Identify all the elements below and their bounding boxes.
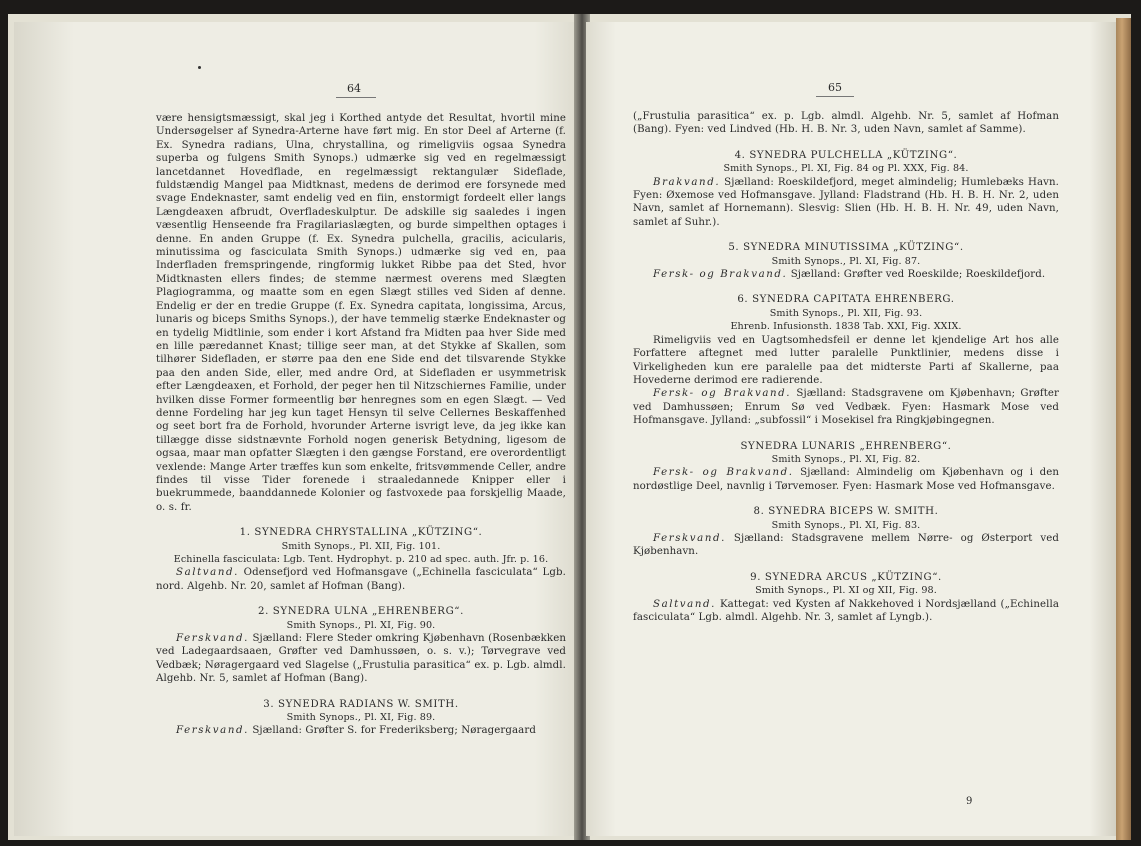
signature-mark: 9 <box>966 796 973 807</box>
book-spread <box>8 14 1131 840</box>
species-title: 5. SYNEDRA MINUTISSIMA „KÜTZING“. <box>728 242 964 254</box>
locality-text: Odensefjord ved Hofmansgave („Echinella fasciculata“ Lgb. nord. Algehb. Nr. 20, samlet af Hofman (Bang). <box>156 567 566 592</box>
species-ref: Smith Synops., Pl. XI, Fig. 90. <box>286 619 436 631</box>
species-title: 2. SYNEDRA ULNA „EHRENBERG“. <box>258 606 464 618</box>
species-habitat-text <box>633 176 1059 230</box>
species-ref: Smith Synops., Pl. XI, Fig. 83. <box>771 519 921 531</box>
intro-paragraph: („Frustulia parasitica“ ex. p. Lgb. almdl. Algehb. Nr. 5, samlet af Hofman (Bang). Fyen: ved Lindved (Hb. H. B. Nr. 3, uden Navn, samlet af Samme). <box>633 111 1059 136</box>
locality-text: Sjælland: Roeskildefjord, meget almindelig; Humlebæks Havn. Fyen: Øxemose ved Hofmansgave. Jylland: Fladstrand (Hb. H. B. H. Nr. 2, uden Navn, samlet af Hornemann). Slesvig: Slien (Hb. H. B. H. Nr. 49, uden Navn, samlet af Suhr.). <box>633 176 1059 228</box>
habitat-label: Saltvand. <box>653 598 716 610</box>
locality-text: Sjælland: Grøfter S. for Frederiksberg; Nøragergaard <box>252 725 536 737</box>
species-ref: Smith Synops., Pl. XII, Fig. 93. <box>769 307 923 319</box>
locality-text: Sjælland: Grøfter ved Roeskilde; Roeskildefjord. <box>790 269 1046 281</box>
species-habitat-text <box>633 532 1059 559</box>
species-note: Rimeligviis ved en Uagtsomhedsfeil er denne let kjendelige Art hos alle Forfattere aftegnet med lutter paralelle Punktlinier, medens disse i Virkeligheden kun ere paralelle paa det midterste Parti af Skallerne, paa Hovederne derimod ere radierende. <box>633 334 1059 386</box>
habitat-label: Ferskvand. <box>176 633 249 645</box>
species-habitat-text <box>633 466 1059 493</box>
species-ref: Smith Synops., Pl. XI og XII, Fig. 98. <box>755 585 937 597</box>
species-title: 3. SYNEDRA RADIANS W. SMITH. <box>263 698 459 710</box>
habitat-label: Saltvand. <box>176 567 239 579</box>
species-habitat-text <box>156 566 566 593</box>
species-title: 4. SYNEDRA PULCHELLA „KÜTZING“. <box>734 149 958 161</box>
species-ref: Smith Synops., Pl. XI, Fig. 84 og Pl. XXX, Fig. 84. <box>723 163 969 175</box>
species-habitat-text <box>633 387 1059 427</box>
species-habitat-text <box>156 724 566 737</box>
right-page <box>586 22 1116 836</box>
species-ref: Smith Synops., Pl. XI, Fig. 82. <box>771 453 921 465</box>
habitat-label: Fersk- og Brakvand. <box>653 388 792 400</box>
locality-text: Sjælland: Stadsgravene mellem Nørre- og Østerport ved Kjøbenhavn. <box>633 532 1060 558</box>
species-title: 1. SYNEDRA CHRYSTALLINA „KÜTZING“. <box>239 527 483 539</box>
species-ref: Smith Synops., Pl. XII, Fig. 101. <box>281 540 441 552</box>
species-title: 9. SYNEDRA ARCUS „KÜTZING“. <box>750 571 942 583</box>
ink-spot <box>198 66 201 69</box>
habitat-label: Brakvand. <box>653 176 721 188</box>
locality-text: Sjælland: Stadsgravene om Kjøbenhavn; Grøfter ved Damhussøen; Enrum Sø ved Vedbæk. Fyen: Hasmark Mose ved Hofmansgave. Jylland: „subfossil“ i Mosekisel fra Ringkjøbingegnen. <box>633 388 1060 427</box>
locality-text: Sjælland: Almindelig om Kjøbenhavn og i den nordøstlige Deel, navnlig i Tørvemoser. Fyen: Hasmark Mose ved Hofmansgave. <box>633 467 1060 492</box>
species-ref: Ehrenb. Infusionsth. 1838 Tab. XXI, Fig. XXIX. <box>730 321 962 333</box>
locality-text: Kattegat: ved Kysten af Nakkehoved i Nordsjælland („Echinella fasciculata“ Lgb. almdl. Algehb. Nr. 3, samlet af Lyngb.). <box>633 598 1059 623</box>
species-title: 6. SYNEDRA CAPITATA EHRENBERG. <box>737 294 955 306</box>
page-number-rule <box>816 96 854 97</box>
habitat-label: Ferskvand. <box>176 725 249 737</box>
species-title: SYNEDRA LUNARIS „EHRENBERG“. <box>740 440 952 452</box>
species-title: 8. SYNEDRA BICEPS W. SMITH. <box>753 506 939 518</box>
intro-paragraph: være hensigtsmæssigt, skal jeg i Korthed antyde det Resultat, hvortil mine Undersøgelser af Synedra-Arterne have ført mig. En stor Deel af Arterne (f. Ex. Synedra radians, Ulna, chrystallina, og rimeligviis ogsaa Synedra superba og fulgens Smith Synops.) udmærke sig ved en regelmæssigt lancetdannet Hovedflade, en regelmæssigt rektangulær Sideflade, fuldstændig Mangel paa Midtknast, medens de derimod ere forsynede med svage Endeknaster, samt endelig ved en fiin, enstormigt fordeelt eller langs Længdeaxen afbrudt, Overfladeskulptur. De adskille sig saaledes i ingen væsentlig Henseende fra Fragilariaslægten, og burde simpelthen optages i denne. En anden Gruppe (f. Ex. Synedra pulchella, gracilis, acicularis, minutissima og fasciculata Smith Synops.) udmærke sig ved en, paa Inderfladen fremspringende, ringformig lukket Ribbe paa det Sted, hvor Midtknasten ellers findes; de stemme nærmest overens med Slægten Plagiogramma, og maatte som en egen Slægt stilles ved Siden af denne. Endelig er der en tredie Gruppe (f. Ex. Synedra capitata, longissima, Arcus, lunaris og biceps Smiths Synops.), der have temmelig stærke Endeknaster og en tydelig Midtlinie, som ender i kort Afstand fra Midten paa hver Side med en lille pæredannet Knast; tillige seer man, at det Stykke af Skallen, som tilhører Sidefladen, er større paa den ene Side end det tilsvarende Stykke paa den anden Side, eller, med andre Ord, at Sidefladen er usymmetrisk efter Længdeaxen, et Forhold, der peger hen til Nitzschiernes Familie, under hvilken disse Former formeentlig bør henregnes som en egen Slægt. — Ved denne Fordeling har jeg kun taget Hensyn til selve Cellernes Beskaffenhed og seet bort fra de Forhold, hvorunder Arterne isvrigt leve, da jeg ikke kan tillægge disse sidstnævnte Forhold nogen generisk Betydning, ligesom de ogsaa, maar man opfatter Slægten i den gængse Forstand, ere overordentligt vexlende: Mange Arter træffes kun som enkelte, fritsvømmende Celler, andre findes til visse Tider forenede i straaledannede Knipper eller i buekrummede, baanddannede Kolonier og fastvoxede paa forskjellig Maade, o. s. fr. <box>156 113 566 513</box>
left-column <box>156 112 566 738</box>
species-ref: Echinella fasciculata: Lgb. Tent. Hydrophyt. p. 210 ad spec. auth. Jfr. p. 16. <box>173 554 549 565</box>
species-habitat-text <box>156 632 566 686</box>
habitat-label: Ferskvand. <box>653 532 726 544</box>
page-number-right: 65 <box>828 81 842 94</box>
species-ref: Smith Synops., Pl. XI, Fig. 89. <box>286 712 436 724</box>
species-ref: Smith Synops., Pl. XI, Fig. 87. <box>771 255 921 267</box>
right-column <box>633 110 1059 624</box>
habitat-label: Fersk- og Brakvand. <box>653 269 788 281</box>
habitat-label: Fersk- og Brakvand. <box>653 467 794 479</box>
species-habitat-text <box>633 598 1059 625</box>
left-page <box>14 22 580 836</box>
book-fore-edge <box>1116 18 1131 840</box>
page-number-left: 64 <box>347 82 361 95</box>
page-number-rule <box>336 97 376 98</box>
locality-text: Sjælland: Flere Steder omkring Kjøbenhavn (Rosenbækken ved Ladegaardsaaen, Grøfter ved Damhussøen, o. s. v.); Tørvegrave ved Vedbæk; Nøragergaard ved Slagelse („Frustulia parasitica“ ex. p. Lgb. almdl. Algehb. Nr. 5, samlet af Hofman (Bang). <box>156 633 566 685</box>
species-habitat-text <box>633 268 1059 281</box>
